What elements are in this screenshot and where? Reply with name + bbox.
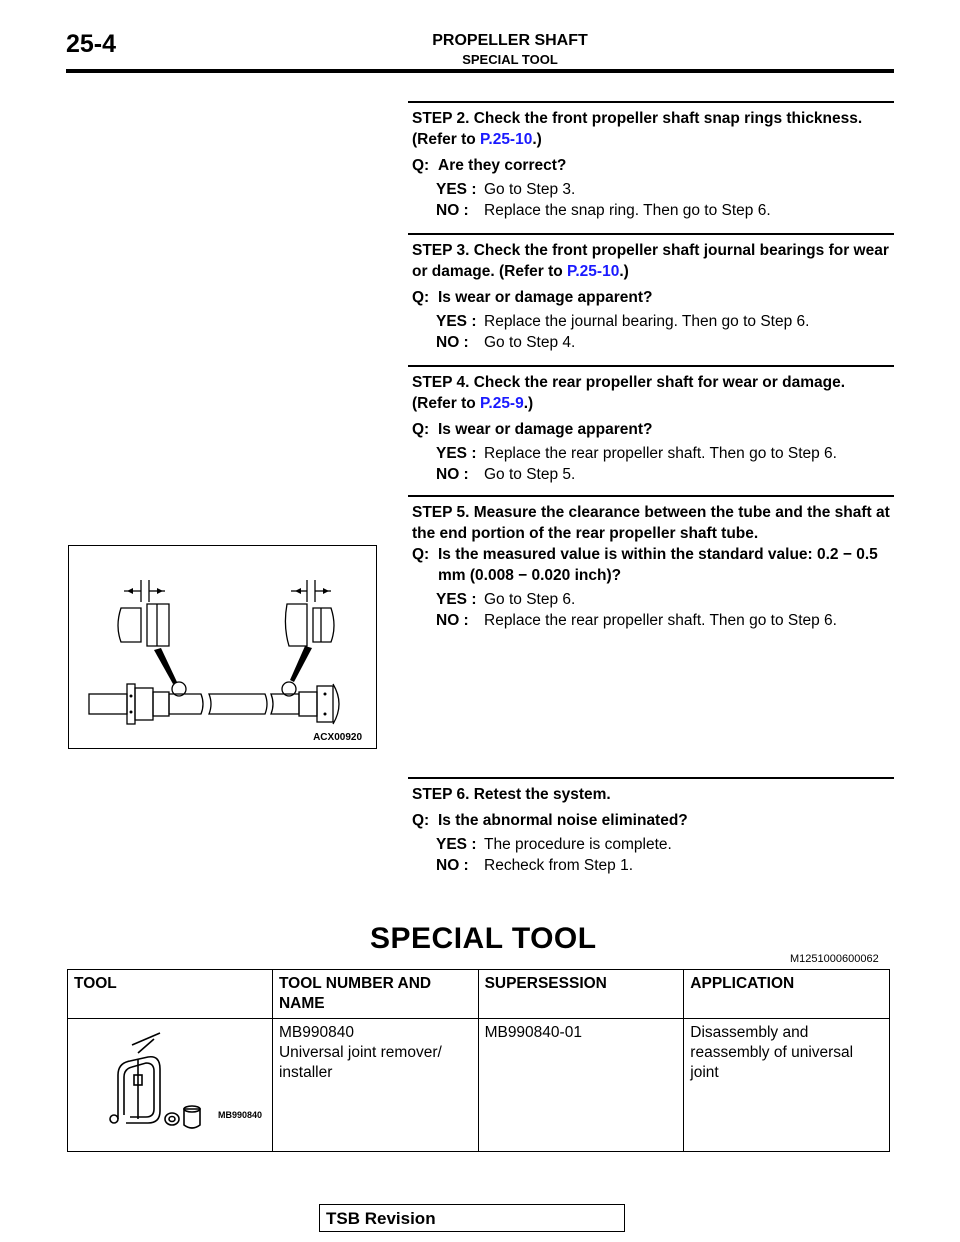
step-6 — [408, 777, 894, 876]
step-rule — [408, 365, 894, 367]
answer-no: NO : Replace the snap ring. Then go to Step 6. — [436, 202, 771, 219]
figure-code: ACX00920 — [313, 732, 362, 743]
section-title: PROPELLER SHAFT — [432, 32, 588, 49]
answer-no: NO : Recheck from Step 1. — [436, 857, 634, 874]
step-5 — [408, 495, 894, 631]
application-cell: Disassembly and reassembly of universal joint — [684, 1019, 890, 1152]
step-rule — [408, 101, 894, 103]
header-application: APPLICATION — [684, 970, 890, 1019]
special-tool-table — [67, 969, 890, 1152]
table-header-row — [68, 970, 890, 1019]
step-rule — [408, 495, 894, 497]
header-tool: TOOL — [68, 970, 273, 1019]
step-question: Q: Is the measured value is within the standard value: 0.2 − 0.5 mm (0.008 − 0.020 inch)? — [412, 546, 878, 584]
page-link[interactable]: P.25-10 — [567, 263, 620, 280]
step-title: STEP 6. Retest the system. — [412, 786, 611, 803]
answer-no: NO : Go to Step 4. — [436, 334, 576, 351]
answer-yes: YES : The procedure is complete. — [436, 836, 672, 853]
supersession-cell: MB990840-01 — [478, 1019, 684, 1152]
answer-yes: YES : Replace the rear propeller shaft. Then go to Step 6. — [436, 445, 837, 462]
step-rule — [408, 777, 894, 779]
step-4 — [408, 365, 894, 485]
tsb-revision-box: TSB Revision — [319, 1204, 625, 1232]
tool-number-cell — [272, 1019, 478, 1152]
step-2 — [408, 101, 894, 221]
header-supersession: SUPERSESSION — [478, 970, 684, 1019]
page-link[interactable]: P.25-10 — [480, 131, 533, 148]
section-subtitle: SPECIAL TOOL — [462, 52, 558, 67]
propeller-shaft-figure — [68, 545, 377, 749]
step-question: Q: Is wear or damage apparent? — [412, 289, 653, 306]
page-link[interactable]: P.25-9 — [480, 395, 524, 412]
answer-yes: YES : Go to Step 6. — [436, 591, 576, 608]
step-title: STEP 5. Measure the clearance between the tube and the shaft at the end portion of the rear propeller shaft tube. — [412, 504, 890, 542]
step-question: Q: Is the abnormal noise eliminated? — [412, 812, 688, 829]
special-tool-title: SPECIAL TOOL — [370, 922, 597, 955]
step-question: Q: Are they correct? — [412, 157, 567, 174]
table-row — [68, 1019, 890, 1152]
step-title: STEP 4. Check the rear propeller shaft for wear or damage. (Refer to P.25-9.) — [412, 374, 846, 412]
answer-no: NO : Go to Step 5. — [436, 466, 576, 483]
propeller-shaft-drawing — [69, 546, 376, 748]
header-tool-number: TOOL NUMBER AND NAME — [272, 970, 478, 1019]
tool-number: MB990840 — [278, 1024, 354, 1041]
page-number: 25-4 — [66, 30, 117, 58]
tool-image-cell — [68, 1019, 273, 1152]
step-question: Q: Is wear or damage apparent? — [412, 421, 653, 438]
tool-image-code: MB990840 — [217, 1110, 262, 1120]
step-3 — [408, 233, 894, 353]
answer-yes: YES : Replace the journal bearing. Then go to Step 6. — [436, 313, 810, 330]
step-rule — [408, 233, 894, 235]
step-title: STEP 2. Check the front propeller shaft snap rings thickness. (Refer to P.25-10.) — [412, 110, 863, 148]
answer-no: NO : Replace the rear propeller shaft. Then go to Step 6. — [436, 612, 837, 629]
step-title: STEP 3. Check the front propeller shaft journal bearings for wear or damage. (Refer to P.25-10.) — [412, 242, 889, 280]
tool-name: Universal joint remover/ installer — [278, 1044, 442, 1081]
answer-yes: YES : Go to Step 3. — [436, 181, 576, 198]
special-tool-code: M1251000600062 — [790, 953, 879, 965]
header-rule — [66, 69, 894, 73]
